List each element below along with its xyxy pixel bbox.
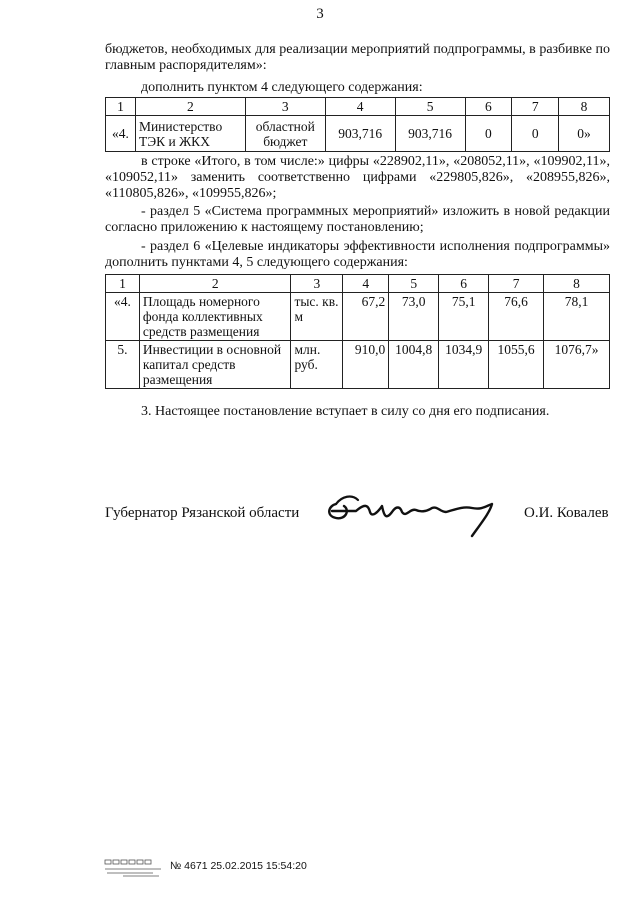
funding-table bbox=[105, 97, 610, 152]
table-cell: 1034,9 bbox=[439, 341, 489, 389]
table-row bbox=[106, 341, 610, 389]
handwritten-signature bbox=[322, 482, 512, 545]
header-cell: 8 bbox=[544, 275, 610, 293]
table-cell: 0 bbox=[465, 116, 512, 152]
signatory-name: О.И. Ковалев bbox=[524, 505, 609, 521]
table-cell: 1076,7» bbox=[544, 341, 610, 389]
table-cell: Инвестиции в основной капитал средств размещения bbox=[139, 341, 291, 389]
page-number: 3 bbox=[316, 6, 324, 22]
table-cell: млн. руб. bbox=[291, 341, 343, 389]
table-cell: 1055,6 bbox=[489, 341, 544, 389]
table-cell: тыс. кв. м bbox=[291, 293, 343, 341]
table-cell: Площадь номерного фонда коллективных средств размещения bbox=[139, 293, 291, 341]
header-cell: 8 bbox=[559, 98, 610, 116]
paragraph-budgets: бюджетов, необходимых для реализации мероприятий подпрограммы, в разбивке по главным распорядителям»: bbox=[105, 42, 610, 73]
header-cell: 5 bbox=[395, 98, 465, 116]
table-cell: 75,1 bbox=[439, 293, 489, 341]
header-cell: 4 bbox=[325, 98, 395, 116]
table-cell: 76,6 bbox=[489, 293, 544, 341]
table-cell: 73,0 bbox=[389, 293, 439, 341]
table-cell: 910,0 bbox=[343, 341, 389, 389]
header-cell: 5 bbox=[389, 275, 439, 293]
table-cell: Министерство ТЭК и ЖКХ bbox=[135, 116, 245, 152]
table-header-row bbox=[106, 275, 610, 293]
header-cell: 2 bbox=[135, 98, 245, 116]
table-cell: 903,716 bbox=[325, 116, 395, 152]
header-cell: 6 bbox=[439, 275, 489, 293]
table-row bbox=[106, 293, 610, 341]
paragraph-add-item-4: дополнить пунктом 4 следующего содержания: bbox=[141, 80, 423, 95]
header-cell: 3 bbox=[291, 275, 343, 293]
paragraph-effective: 3. Настоящее постановление вступает в силу со дня его подписания. bbox=[141, 404, 550, 419]
table-cell: 903,716 bbox=[395, 116, 465, 152]
header-cell: 6 bbox=[465, 98, 512, 116]
header-cell: 2 bbox=[139, 275, 291, 293]
table-cell: 0 bbox=[512, 116, 559, 152]
table-row bbox=[106, 116, 610, 152]
indicators-table bbox=[105, 274, 610, 389]
table-cell: 0» bbox=[559, 116, 610, 152]
registration-stamp-icon bbox=[103, 857, 165, 884]
table-cell: 67,2 bbox=[343, 293, 389, 341]
registration-stamp: № 4671 25.02.2015 15:54:20 bbox=[170, 860, 307, 872]
table-cell: «4. bbox=[106, 293, 140, 341]
header-cell: 4 bbox=[343, 275, 389, 293]
header-cell: 7 bbox=[512, 98, 559, 116]
table-cell: 1004,8 bbox=[389, 341, 439, 389]
table-cell: «4. bbox=[106, 116, 136, 152]
header-cell: 7 bbox=[489, 275, 544, 293]
header-cell: 1 bbox=[106, 98, 136, 116]
table-cell: областной бюджет bbox=[245, 116, 325, 152]
table-cell: 78,1 bbox=[544, 293, 610, 341]
signatory-position: Губернатор Рязанской области bbox=[105, 505, 300, 521]
header-cell: 3 bbox=[245, 98, 325, 116]
table-cell: 5. bbox=[106, 341, 140, 389]
paragraph-section-6: - раздел 6 «Целевые индикаторы эффективности исполнения подпрограммы» дополнить пунктами 4, 5 следующего содержания: bbox=[105, 239, 610, 270]
paragraph-section-5: - раздел 5 «Система программных мероприятий» изложить в новой редакции согласно приложению к настоящему постановлению; bbox=[105, 204, 610, 235]
paragraph-totals: в строке «Итого, в том числе:» цифры «228902,11», «208052,11», «109902,11», «109052,11» заменить соответственно цифрами «229805,826», «208955,826», «110805,826», «109955,826»; bbox=[105, 154, 610, 201]
header-cell: 1 bbox=[106, 275, 140, 293]
table-header-row bbox=[106, 98, 610, 116]
